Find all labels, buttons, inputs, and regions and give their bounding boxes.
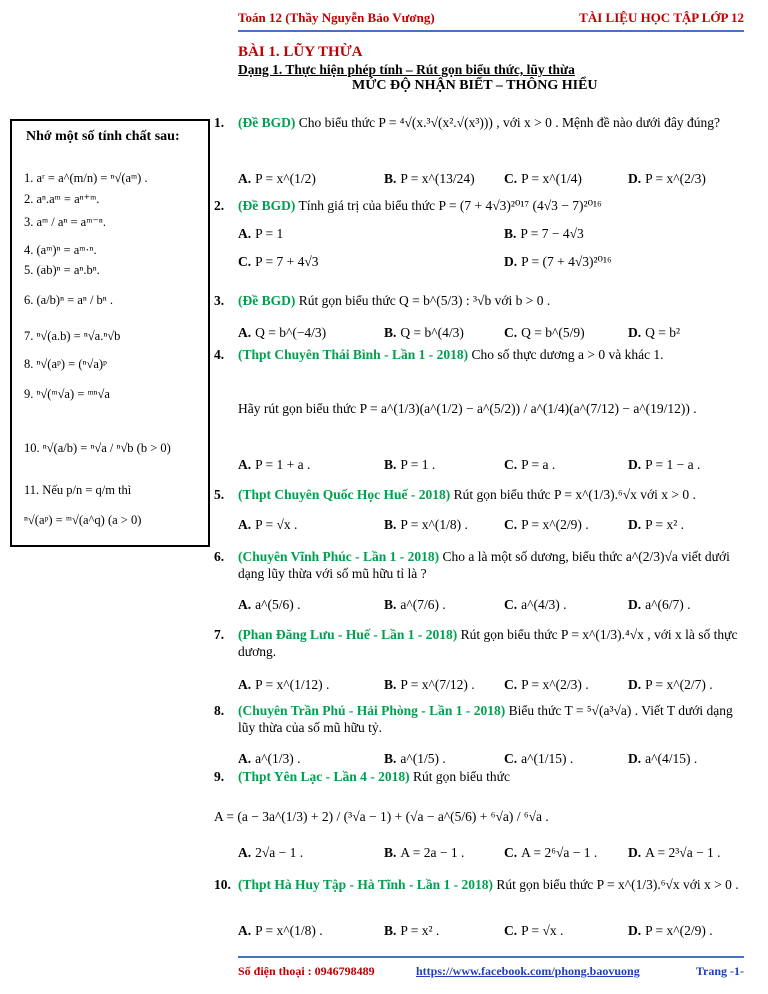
option-d[interactable]: D. P = 1 − a . bbox=[628, 457, 701, 472]
option-d[interactable]: D. a^(4/15) . bbox=[628, 751, 698, 766]
option-d[interactable]: D. P = x^(2/9) . bbox=[628, 923, 713, 938]
question-text bbox=[238, 292, 748, 309]
answer-options bbox=[238, 225, 748, 243]
answer-options bbox=[238, 922, 748, 940]
question-source: (Đề BGD) bbox=[238, 198, 296, 213]
option-b[interactable]: B. P = 1 . bbox=[384, 457, 436, 472]
answer-options bbox=[238, 324, 748, 342]
question-number: 9. bbox=[214, 769, 225, 784]
option-c[interactable]: C. a^(4/3) . bbox=[504, 597, 567, 612]
header-left: Toán 12 (Thầy Nguyễn Bảo Vương) bbox=[238, 10, 435, 25]
property-6: 6. (a/b)ⁿ = aⁿ / bⁿ . bbox=[24, 293, 113, 307]
option-c[interactable]: C. P = x^(2/9) . bbox=[504, 517, 589, 532]
question-stem: Tính giá trị của biểu thức P = (7 + 4√3)²⁰¹⁷ (4√3 − 7)²⁰¹⁶ bbox=[295, 198, 602, 213]
option-c[interactable]: C. A = 2⁶√a − 1 . bbox=[504, 845, 598, 860]
option-d[interactable]: D. Q = b² bbox=[628, 325, 681, 340]
question-text bbox=[238, 548, 748, 582]
footer-link[interactable]: https://www.facebook.com/phong.baovuong bbox=[416, 964, 640, 978]
option-b[interactable]: B. Q = b^(4/3) bbox=[384, 325, 464, 340]
option-c[interactable]: C. P = 7 + 4√3 bbox=[238, 254, 319, 269]
question-source: (Thpt Chuyên Quốc Học Huế - 2018) bbox=[238, 487, 451, 502]
option-a[interactable]: A. P = √x . bbox=[238, 517, 298, 532]
property-11: 11. Nếu p/n = q/m thì bbox=[24, 483, 132, 497]
question-stem: Rút gọn biểu thức P = x^(1/3).⁶√x với x > 0 . bbox=[450, 487, 696, 502]
question-stem: Cho số thực dương a > 0 và khác 1. bbox=[468, 347, 664, 362]
answer-options bbox=[238, 456, 748, 474]
option-b[interactable]: B. P = x² . bbox=[384, 923, 440, 938]
lesson-title: BÀI 1. LŨY THỪA bbox=[238, 44, 363, 60]
option-a[interactable]: A. P = x^(1/12) . bbox=[238, 677, 330, 692]
property-1: 1. aʳ = a^(m/n) = ⁿ√(aᵐ) . bbox=[24, 171, 148, 185]
option-d[interactable]: D. P = x^(2/3) bbox=[628, 171, 706, 186]
question-number: 1. bbox=[214, 115, 225, 130]
question-text bbox=[238, 702, 748, 736]
option-a[interactable]: A. Q = b^(−4/3) bbox=[238, 325, 327, 340]
question-stem: Cho a là một số dương, biểu thức a^(2/3)√a viết dưới dạng lũy thừa với số mũ hữu tỉ là ? bbox=[238, 549, 730, 581]
question-source: (Thpt Chuyên Thái Bình - Lần 1 - 2018) bbox=[238, 347, 469, 362]
question-stem: Rút gọn biểu thức P = x^(1/3).⁶√x với x > 0 . bbox=[492, 877, 739, 892]
answer-options bbox=[238, 596, 748, 614]
question-number: 3. bbox=[214, 293, 225, 308]
answer-options bbox=[238, 844, 748, 862]
page-number: Trang -1- bbox=[695, 964, 744, 978]
option-d[interactable]: D. a^(6/7) . bbox=[628, 597, 691, 612]
option-b[interactable]: B. P = x^(1/8) . bbox=[384, 517, 468, 532]
question-source: (Chuyên Trần Phú - Hải Phòng - Lần 1 - 2018) bbox=[238, 703, 506, 718]
question-stem: Rút gọn biểu thức Q = b^(5/3) : ³√b với b > 0 . bbox=[295, 293, 551, 308]
answer-options bbox=[238, 170, 748, 188]
question-stem: Biểu thức T = ⁵√(a³√a) . Viết T dưới dạng lũy thừa của số mũ hữu tỷ. bbox=[238, 703, 733, 735]
option-b[interactable]: B. a^(7/6) . bbox=[384, 597, 446, 612]
question-source: (Chuyên Vĩnh Phúc - Lần 1 - 2018) bbox=[238, 549, 440, 564]
property-11-formula: ⁿ√(aᵖ) = ᵐ√(a^q) (a > 0) bbox=[24, 513, 142, 527]
question-stem: Rút gọn biểu thức P = x^(1/3).⁴√x , với x là số thực dương. bbox=[238, 627, 738, 659]
question-number: 7. bbox=[214, 627, 225, 642]
section-heading: Dạng 1. Thực hiện phép tính – Rút gọn biểu thức, lũy thừa bbox=[238, 62, 575, 77]
footer-rule bbox=[238, 956, 744, 958]
option-a[interactable]: A. P = x^(1/2) bbox=[238, 171, 316, 186]
option-b[interactable]: B. P = 7 − 4√3 bbox=[504, 226, 584, 241]
option-a[interactable]: A. P = 1 + a . bbox=[238, 457, 311, 472]
option-b[interactable]: B. P = x^(7/12) . bbox=[384, 677, 475, 692]
answer-options-row2 bbox=[238, 253, 748, 271]
option-a[interactable]: A. a^(5/6) . bbox=[238, 597, 301, 612]
option-c[interactable]: C. Q = b^(5/9) bbox=[504, 325, 585, 340]
property-2: 2. aⁿ.aᵐ = aⁿ⁺ᵐ. bbox=[24, 192, 100, 206]
option-b[interactable]: B. a^(1/5) . bbox=[384, 751, 446, 766]
properties-box bbox=[10, 119, 210, 547]
option-b[interactable]: B. P = x^(13/24) bbox=[384, 171, 475, 186]
option-d[interactable]: D. P = (7 + 4√3)²⁰¹⁶ bbox=[504, 254, 612, 269]
level-heading: MỨC ĐỘ NHẬN BIẾT – THÔNG HIỂU bbox=[352, 78, 598, 93]
option-c[interactable]: C. a^(1/15) . bbox=[504, 751, 574, 766]
option-d[interactable]: D. P = x² . bbox=[628, 517, 685, 532]
page-header bbox=[238, 8, 744, 30]
header-right: TÀI LIỆU HỌC TẬP LỚP 12 bbox=[579, 10, 744, 25]
option-a[interactable]: A. 2√a − 1 . bbox=[238, 845, 304, 860]
property-9: 9. ⁿ√(ᵐ√a) = ᵐⁿ√a bbox=[24, 387, 110, 401]
option-c[interactable]: C. P = √x . bbox=[504, 923, 564, 938]
question-source: (Phan Đăng Lưu - Huế - Lần 1 - 2018) bbox=[238, 627, 458, 642]
question-text bbox=[238, 876, 748, 893]
question-stem: Cho biểu thức P = ⁴√(x.³√(x².√(x³))) , với x > 0 . Mệnh đề nào dưới đây đúng? bbox=[295, 115, 721, 130]
header-rule bbox=[238, 30, 744, 32]
footer-phone: Số điện thoại : 0946798489 bbox=[238, 964, 375, 978]
question-stem: Rút gọn biểu thức bbox=[409, 769, 510, 784]
answer-options bbox=[238, 516, 748, 534]
question-source: (Thpt Hà Huy Tập - Hà Tĩnh - Lần 1 - 2018) bbox=[238, 877, 493, 892]
option-c[interactable]: C. P = x^(1/4) bbox=[504, 171, 582, 186]
property-4: 4. (aᵐ)ⁿ = aᵐ·ⁿ. bbox=[24, 243, 97, 257]
option-a[interactable]: A. a^(1/3) . bbox=[238, 751, 301, 766]
option-c[interactable]: C. P = x^(2/3) . bbox=[504, 677, 589, 692]
option-b[interactable]: B. A = 2a − 1 . bbox=[384, 845, 465, 860]
question-number: 6. bbox=[214, 549, 225, 564]
question-source: (Đề BGD) bbox=[238, 293, 296, 308]
property-7: 7. ⁿ√(a.b) = ⁿ√a.ⁿ√b bbox=[24, 329, 121, 343]
property-3: 3. aᵐ / aⁿ = aᵐ⁻ⁿ. bbox=[24, 215, 106, 229]
option-a[interactable]: A. P = 1 bbox=[238, 226, 284, 241]
question-number: 8. bbox=[214, 703, 225, 718]
question-source: (Đề BGD) bbox=[238, 115, 296, 130]
option-a[interactable]: A. P = x^(1/8) . bbox=[238, 923, 323, 938]
question-source: (Thpt Yên Lạc - Lần 4 - 2018) bbox=[238, 769, 410, 784]
option-d[interactable]: D. P = x^(2/7) . bbox=[628, 677, 713, 692]
option-d[interactable]: D. A = 2³√a − 1 . bbox=[628, 845, 721, 860]
properties-title: Nhớ một số tính chất sau: bbox=[26, 129, 180, 144]
question-text bbox=[238, 346, 748, 363]
question-text bbox=[238, 486, 748, 503]
property-10: 10. ⁿ√(a/b) = ⁿ√a / ⁿ√b (b > 0) bbox=[24, 441, 171, 455]
question-number: 5. bbox=[214, 487, 225, 502]
property-5: 5. (ab)ⁿ = aⁿ.bⁿ. bbox=[24, 263, 100, 277]
question-number: 4. bbox=[214, 347, 225, 362]
option-c[interactable]: C. P = a . bbox=[504, 457, 556, 472]
property-8: 8. ⁿ√(aᵖ) = (ⁿ√a)ᵖ bbox=[24, 357, 107, 371]
answer-options bbox=[238, 676, 748, 694]
question-number: 2. bbox=[214, 198, 225, 213]
question-stem-2: A = (a − 3a^(1/3) + 2) / (³√a − 1) + (√a − a^(5/6) + ⁶√a) / ⁶√a . bbox=[214, 809, 549, 824]
question-text bbox=[238, 768, 748, 785]
question-text bbox=[238, 114, 748, 131]
question-text bbox=[238, 197, 748, 214]
question-text bbox=[238, 626, 748, 660]
answer-options bbox=[238, 750, 748, 768]
question-stem-2: Hãy rút gọn biểu thức P = a^(1/3)(a^(1/2) − a^(5/2)) / a^(1/4)(a^(7/12) − a^(19/12)) . bbox=[238, 401, 697, 416]
question-number: 10. bbox=[214, 877, 231, 892]
